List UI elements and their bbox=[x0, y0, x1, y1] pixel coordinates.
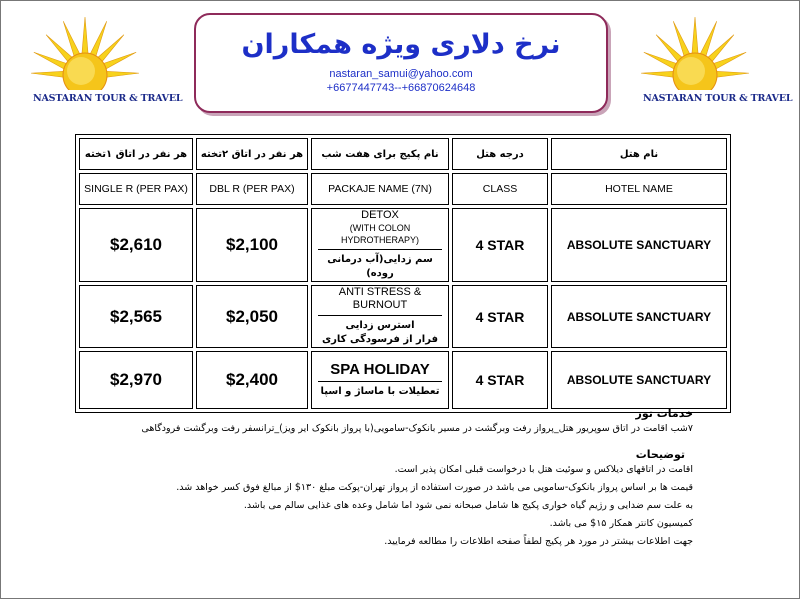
table-row bbox=[79, 208, 727, 282]
contact-phone: +6677447743--+66870624648 bbox=[326, 82, 476, 94]
header-class-en: CLASS bbox=[452, 173, 548, 205]
package-cell bbox=[311, 208, 449, 282]
package-name-en: ANTI STRESS & BURNOUT bbox=[338, 286, 422, 311]
header-single-fa: هر نفر در اتاق ۱تخته bbox=[79, 138, 193, 170]
header-box bbox=[194, 13, 608, 113]
note-line: اقامت در اتاقهای دیلاکس و سوئیت هتل با درخواست قبلی امکان پذیر است. bbox=[394, 464, 693, 475]
single-price: $2,610 bbox=[79, 208, 193, 282]
package-cell bbox=[311, 285, 449, 348]
hotel-name: ABSOLUTE SANCTUARY bbox=[551, 208, 727, 282]
package-cell bbox=[311, 351, 449, 409]
package-name-en-sub: (WITH COLON HYDROTHERAPY) bbox=[340, 223, 419, 245]
header-class-fa: درجه هتل bbox=[452, 138, 548, 170]
page-title: نرخ دلاری ویژه همکاران bbox=[241, 29, 561, 60]
hotel-name: ABSOLUTE SANCTUARY bbox=[551, 285, 727, 348]
package-name-fa-2: فرار از فرسودگی کاری bbox=[321, 334, 438, 345]
logo-left bbox=[23, 15, 183, 115]
package-name-en: DETOX bbox=[361, 209, 399, 221]
hotel-class: 4 STAR bbox=[452, 208, 548, 282]
hotel-class: 4 STAR bbox=[452, 285, 548, 348]
note-line: به علت سم ضدایی و رژیم گیاه خواری پکیج ها شامل صبحانه نمی شود اما شامل وعده های غذایی سالم می باشد. bbox=[243, 500, 693, 511]
note-line: قیمت ها بر اساس پرواز بانکوک-سامویی می باشد در صورت استفاده از پرواز تهران-پوکت مبلغ ۱۳۰$ از مبالغ فوق کسر خواهد شد. bbox=[176, 482, 693, 493]
header-double-en: DBL R (PER PAX) bbox=[196, 173, 308, 205]
package-name-en: SPA HOLIDAY bbox=[330, 361, 430, 378]
header-package-fa: نام پکیج برای هفت شب bbox=[311, 138, 449, 170]
single-price: $2,970 bbox=[79, 351, 193, 409]
price-table bbox=[75, 134, 731, 413]
note-line: جهت اطلاعات بیشتر در مورد هر پکیج لطفاً صفحه اطلاعات را مطالعه فرمایید. bbox=[384, 536, 693, 547]
contact-email[interactable]: nastaran_samui@yahoo.com bbox=[329, 68, 473, 80]
header-package-en: PACKAJE NAME (7N) bbox=[311, 173, 449, 205]
notes-heading: توضیحات bbox=[635, 448, 685, 461]
hotel-name: ABSOLUTE SANCTUARY bbox=[551, 351, 727, 409]
hotel-class: 4 STAR bbox=[452, 351, 548, 409]
logo-right bbox=[633, 15, 793, 115]
table-header-row-en bbox=[79, 173, 727, 205]
logo-brand-text: NASTARAN TOUR & TRAVEL bbox=[33, 93, 183, 104]
package-name-fa: تعطیلات با ماساژ و اسپا bbox=[318, 381, 442, 399]
header-hotel-fa: نام هتل bbox=[551, 138, 727, 170]
logo-brand-text: NASTARAN TOUR & TRAVEL bbox=[643, 93, 793, 104]
table-row bbox=[79, 285, 727, 348]
double-price: $2,400 bbox=[196, 351, 308, 409]
notes-section bbox=[61, 405, 693, 551]
double-price: $2,050 bbox=[196, 285, 308, 348]
double-price: $2,100 bbox=[196, 208, 308, 282]
header-single-en: SINGLE R (PER PAX) bbox=[79, 173, 193, 205]
single-price: $2,565 bbox=[79, 285, 193, 348]
package-name-fa: سم زدایی(آب درمانی روده) bbox=[318, 249, 442, 281]
services-line: ۷شب اقامت در اتاق سوپریور هتل_پرواز رفت وبرگشت در مسیر بانکوک-سامویی(با پرواز بانکوک ایر ویز)_ترانسفر رفت وبرگشت فرودگاهی bbox=[141, 423, 693, 434]
note-line: کمیسیون کانتر همکار ۱۵$ می باشد. bbox=[549, 518, 693, 529]
header-hotel-en: HOTEL NAME bbox=[551, 173, 727, 205]
package-name-fa: استرس زدایی bbox=[318, 315, 442, 333]
table-row bbox=[79, 351, 727, 409]
header-double-fa: هر نفر در اتاق ۲تخته bbox=[196, 138, 308, 170]
services-heading: خدمات تور bbox=[635, 407, 693, 420]
table-header-row-fa bbox=[79, 138, 727, 170]
